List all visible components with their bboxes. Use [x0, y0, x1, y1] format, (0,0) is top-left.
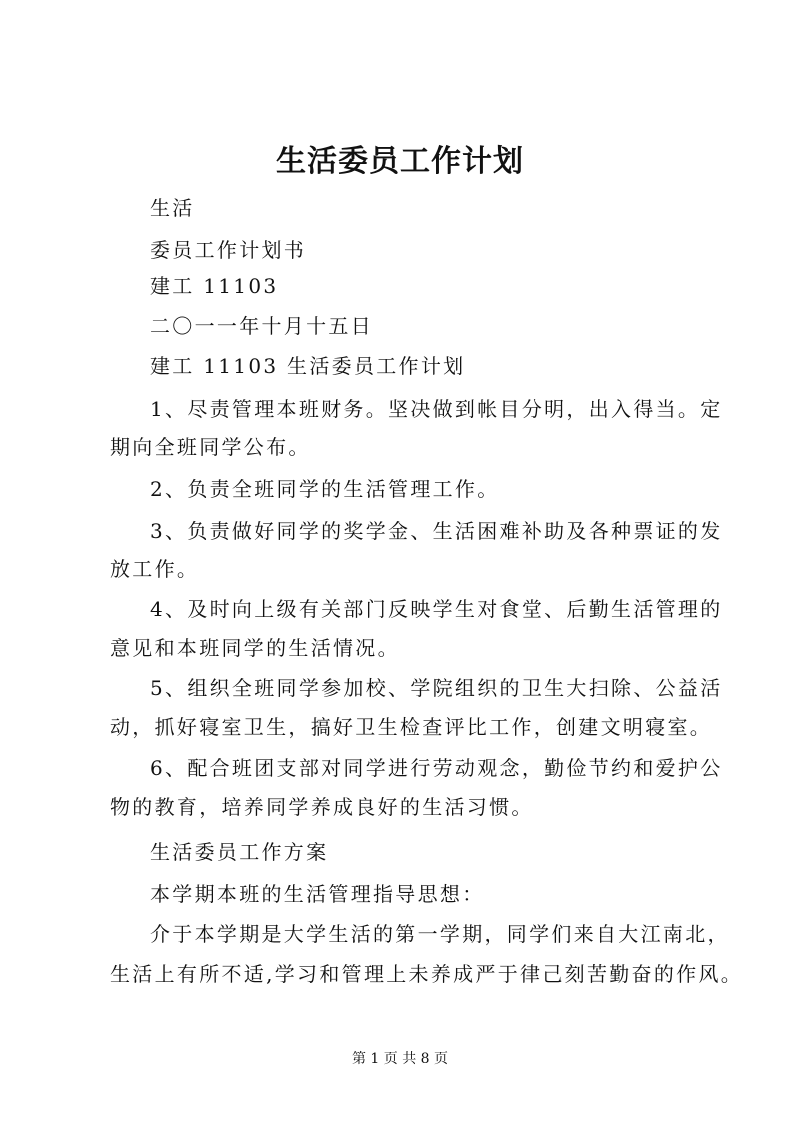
paragraph-1-line-2: 期向全班同学公布。 — [110, 435, 311, 459]
paragraph-4-line-1: 4、及时向上级有关部门反映学生对食堂、后勤生活管理的 — [150, 597, 723, 621]
paragraph-7-line-1: 介于本学期是大学生活的第一学期，同学们来自大江南北， — [150, 922, 730, 946]
text-line-5: 建工 11103 生活委员工作计划 — [150, 354, 466, 378]
paragraph-7-line-2: 生活上有所不适,学习和管理上未养成严于律己刻苦勤奋的作风。 — [110, 962, 744, 986]
paragraph-2-line-1: 2、负责全班同学的生活管理工作。 — [150, 477, 500, 501]
page-footer: 第 1 页 共 8 页 — [351, 1051, 449, 1067]
paragraph-3-line-2: 放工作。 — [110, 557, 200, 581]
subheading: 本学期本班的生活管理指导思想： — [150, 882, 485, 906]
section-heading: 生活委员工作方案 — [150, 840, 329, 864]
paragraph-1-line-1: 1、尽责管理本班财务。坚决做到帐目分明，出入得当。定 — [150, 397, 723, 421]
document-title: 生活委员工作计划 — [276, 144, 524, 179]
paragraph-6-line-1: 6、配合班团支部对同学进行劳动观念，勤俭节约和爱护公 — [150, 756, 723, 780]
text-line-3: 建工 11103 — [150, 274, 279, 298]
text-line-1: 生活 — [150, 196, 195, 220]
paragraph-4-line-2: 意见和本班同学的生活情况。 — [110, 636, 400, 660]
paragraph-6-line-2: 物的教育，培养同学养成良好的生活习惯。 — [110, 795, 534, 819]
text-line-2: 委员工作计划书 — [150, 238, 307, 262]
paragraph-5-line-1: 5、组织全班同学参加校、学院组织的卫生大扫除、公益活 — [150, 676, 723, 700]
text-line-4: 二〇一一年十月十五日 — [150, 314, 373, 338]
paragraph-3-line-1: 3、负责做好同学的奖学金、生活困难补助及各种票证的发 — [150, 519, 723, 543]
paragraph-5-line-2: 动，抓好寝室卫生，搞好卫生检查评比工作，创建文明寝室。 — [110, 715, 713, 739]
